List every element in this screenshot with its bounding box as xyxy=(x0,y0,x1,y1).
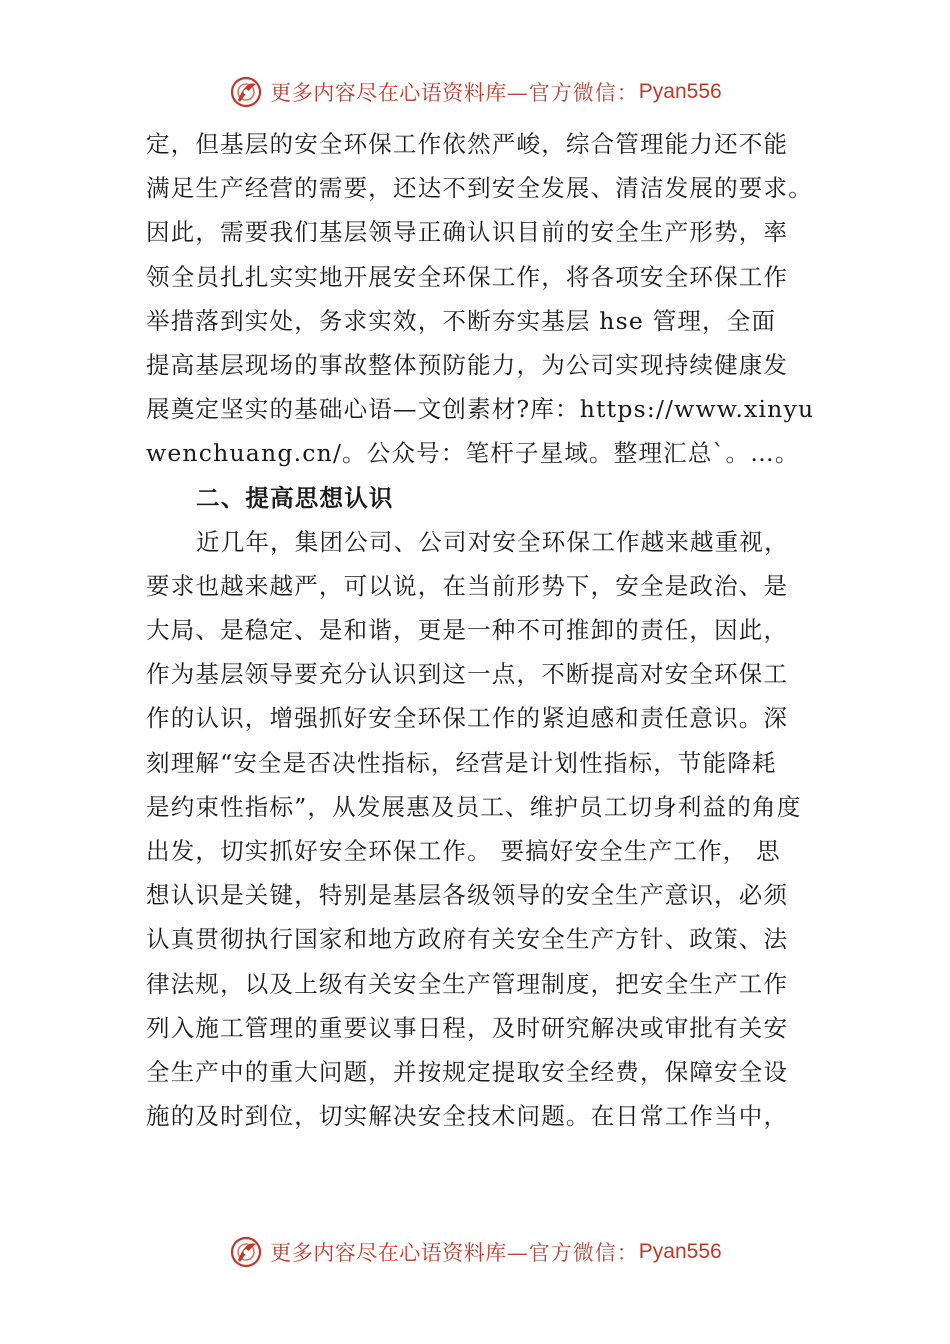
banner-wechat-label: —官方微信： xyxy=(506,1241,639,1265)
text-line: 因此，需要我们基层领导正确认识目前的安全生产形势，率 xyxy=(146,218,789,247)
text-line: 出发，切实抓好安全环保工作。 要搞好安全生产工作， 思 xyxy=(146,837,781,865)
banner-wechat-id: Pyan556 xyxy=(638,1240,722,1263)
text-line: 全生产中的重大问题，并按规定提取安全经费，保障安全设 xyxy=(146,1057,789,1086)
section-heading: 二、提高思想认识 xyxy=(196,483,394,512)
header-banner xyxy=(0,72,950,112)
banner-wechat-id: Pyan556 xyxy=(638,80,722,103)
text-line: 列入施工管理的重要议事日程，及时研究解决或审批有关安 xyxy=(146,1013,789,1042)
logo-icon xyxy=(228,1234,264,1270)
text-line: 要求也越来越严，可以说，在当前形势下，安全是政治、是 xyxy=(146,571,789,600)
text-line: 认真贯彻执行国家和地方政府有关安全生产方针、政策、法 xyxy=(146,925,789,954)
logo-icon xyxy=(228,74,264,110)
text-line: 施的及时到位，切实解决安全技术问题。在日常工作当中， xyxy=(146,1102,789,1131)
text-line: 作的认识，增强抓好安全环保工作的紧迫感和责任意识。深 xyxy=(146,704,789,733)
text-line: 刻理解“安全是否决性指标，经营是计划性指标，节能降耗 xyxy=(146,748,777,777)
text-line: 定，但基层的安全环保工作依然严峻，综合管理能力还不能 xyxy=(146,130,789,158)
text-line: wenchuang.cn/。公众号：笔杆子星域。整理汇总`。…。 xyxy=(146,439,800,468)
text-line: 举措落到实处，务求实效，不断夯实基层 hse 管理，全面 xyxy=(146,306,777,335)
banner-library-text: 更多内容尽在心语资料库 xyxy=(270,81,507,105)
text-line: 展奠定坚实的基础心语—文创素材?库：https://www.xinyu xyxy=(146,395,814,424)
text-line: 满足生产经营的需要，还达不到安全发展、清洁发展的要求。 xyxy=(146,174,813,203)
footer-banner xyxy=(0,1232,950,1272)
document-body xyxy=(146,122,814,1138)
banner-library-text: 更多内容尽在心语资料库 xyxy=(270,1241,507,1265)
text-line: 提高基层现场的事故整体预防能力，为公司实现持续健康发 xyxy=(146,350,789,379)
banner-wechat-label: —官方微信： xyxy=(506,81,639,105)
text-line: 想认识是关键，特别是基层各级领导的安全生产意识，必须 xyxy=(146,881,789,910)
text-line: 律法规，以及上级有关安全生产管理制度，把安全生产工作 xyxy=(146,969,789,998)
text-line: 近几年，集团公司、公司对安全环保工作越来越重视， xyxy=(196,527,789,556)
text-line: 是约束性指标”，从发展惠及员工、维护员工切身利益的角度 xyxy=(146,792,802,821)
text-line: 领全员扎扎实实地开展安全环保工作，将各项安全环保工作 xyxy=(146,262,789,291)
text-line: 大局、是稳定、是和谐，更是一种不可推卸的责任，因此， xyxy=(146,616,789,645)
text-line: 作为基层领导要充分认识到这一点，不断提高对安全环保工 xyxy=(146,660,789,689)
